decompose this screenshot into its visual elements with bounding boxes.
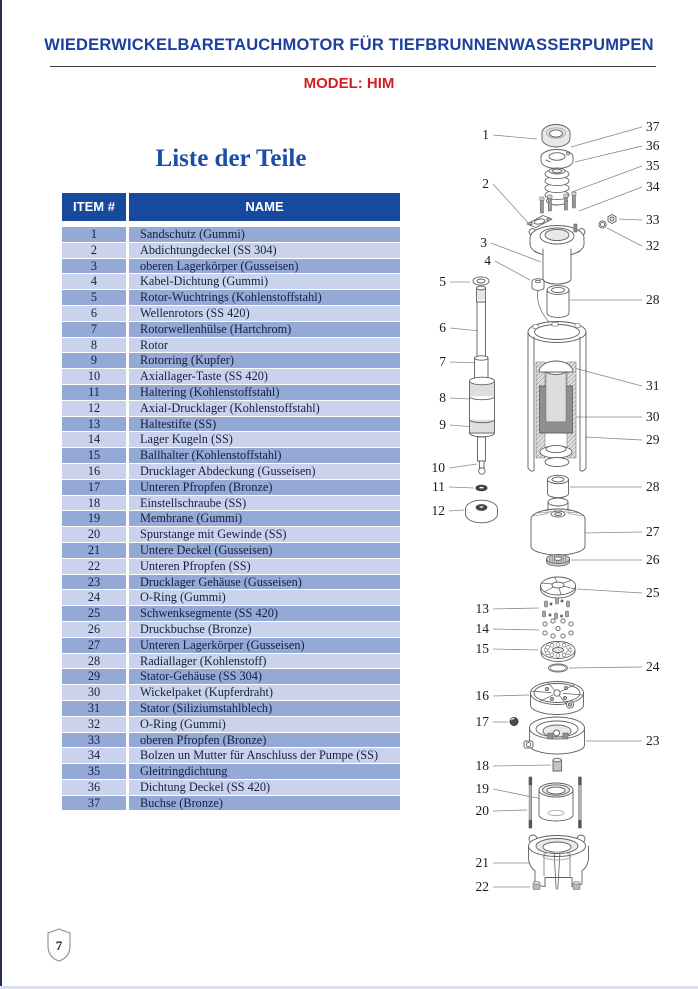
item-number-cell: 8 bbox=[62, 338, 126, 353]
table-row bbox=[62, 322, 400, 337]
part-seal-cover bbox=[541, 150, 573, 169]
table-row bbox=[62, 432, 400, 447]
part-retaining-pins bbox=[542, 598, 569, 619]
item-number-cell: 30 bbox=[62, 685, 126, 700]
item-number-cell: 17 bbox=[62, 480, 126, 495]
callout-14: 14 bbox=[475, 621, 489, 636]
parts-table bbox=[62, 193, 400, 811]
table-row bbox=[62, 685, 400, 700]
callout-16: 16 bbox=[475, 688, 489, 703]
callout-3: 3 bbox=[480, 235, 487, 250]
part-name-cell: oberen Pfropfen (Bronze) bbox=[129, 733, 400, 748]
table-row bbox=[62, 748, 400, 763]
leader-line bbox=[493, 695, 529, 696]
leader-line bbox=[585, 437, 642, 440]
part-name-cell: Gleitringdichtung bbox=[129, 764, 400, 779]
item-number-cell: 28 bbox=[62, 654, 126, 669]
table-row bbox=[62, 496, 400, 511]
callout-1: 1 bbox=[482, 127, 489, 142]
callout-25: 25 bbox=[646, 585, 660, 600]
leader-line bbox=[493, 184, 531, 226]
leader-line bbox=[574, 368, 642, 386]
part-bottom-cover bbox=[529, 835, 589, 889]
item-number-cell: 21 bbox=[62, 543, 126, 558]
part-name-cell: Kabel-Dichtung (Gummi) bbox=[129, 274, 400, 289]
part-name-cell: O-Ring (Gummi) bbox=[129, 717, 400, 732]
table-row bbox=[62, 511, 400, 526]
exploded-diagram bbox=[425, 108, 697, 930]
table-row bbox=[62, 259, 400, 274]
part-upper-bearing-housing bbox=[529, 224, 585, 284]
item-number-cell: 22 bbox=[62, 559, 126, 574]
item-number-cell: 27 bbox=[62, 638, 126, 653]
leader-line bbox=[607, 228, 642, 246]
table-row bbox=[62, 796, 400, 811]
column-header-name: NAME bbox=[129, 193, 400, 221]
item-number-cell: 31 bbox=[62, 701, 126, 716]
item-number-cell: 26 bbox=[62, 622, 126, 637]
part-name-cell: Druckbuchse (Bronze) bbox=[129, 622, 400, 637]
leader-line bbox=[572, 166, 642, 192]
leader-line bbox=[495, 261, 530, 280]
item-number-cell: 29 bbox=[62, 669, 126, 684]
leader-line bbox=[575, 146, 642, 162]
table-row bbox=[62, 780, 400, 795]
item-number-cell: 19 bbox=[62, 511, 126, 526]
part-thrust-disc bbox=[466, 500, 498, 523]
part-name-cell: Radiallager (Kohlenstoff) bbox=[129, 654, 400, 669]
callout-6: 6 bbox=[439, 320, 446, 335]
part-stator-housing bbox=[528, 322, 586, 472]
leader-line bbox=[571, 127, 642, 147]
part-o-ring-24 bbox=[549, 664, 568, 672]
callout-33: 33 bbox=[646, 212, 660, 227]
item-number-cell: 6 bbox=[62, 306, 126, 321]
item-number-cell: 23 bbox=[62, 575, 126, 590]
table-row bbox=[62, 527, 400, 542]
leader-line bbox=[450, 328, 480, 331]
part-name-cell: Abdichtungdeckel (SS 304) bbox=[129, 243, 400, 258]
callout-13: 13 bbox=[475, 601, 489, 616]
leader-line bbox=[493, 629, 539, 630]
part-name-cell: Rotor bbox=[129, 338, 400, 353]
part-rotor-body bbox=[470, 377, 495, 437]
callout-24: 24 bbox=[646, 659, 660, 674]
item-number-cell: 36 bbox=[62, 780, 126, 795]
table-row bbox=[62, 559, 400, 574]
callout-15: 15 bbox=[475, 641, 489, 656]
page-number-badge bbox=[46, 928, 72, 962]
part-name-cell: Sandschutz (Gummi) bbox=[129, 227, 400, 242]
leader-line bbox=[577, 589, 642, 593]
part-name-cell: Rotor-Wuchtrings (Kohlenstoffstahl) bbox=[129, 290, 400, 305]
part-name-cell: Untere Deckel (Gusseisen) bbox=[129, 543, 400, 558]
item-number-cell: 5 bbox=[62, 290, 126, 305]
part-name-cell: Haltering (Kohlenstoffstahl) bbox=[129, 385, 400, 400]
parts-table-body bbox=[62, 227, 400, 810]
table-row bbox=[62, 369, 400, 384]
part-balance-ring bbox=[473, 277, 489, 285]
item-number-cell: 7 bbox=[62, 322, 126, 337]
table-row bbox=[62, 353, 400, 368]
callout-19: 19 bbox=[475, 781, 489, 796]
part-name-cell: oberen Lagerkörper (Gusseisen) bbox=[129, 259, 400, 274]
callout-31: 31 bbox=[646, 378, 660, 393]
callout-18: 18 bbox=[475, 758, 489, 773]
part-radial-bearing-lower bbox=[548, 475, 569, 497]
page-number: 7 bbox=[55, 938, 63, 953]
part-radial-bearing-upper bbox=[547, 286, 569, 318]
table-row bbox=[62, 654, 400, 669]
item-number-cell: 14 bbox=[62, 432, 126, 447]
item-number-cell: 13 bbox=[62, 417, 126, 432]
table-row bbox=[62, 338, 400, 353]
leader-line bbox=[493, 810, 527, 811]
callout-28: 28 bbox=[646, 479, 660, 494]
leader-line bbox=[493, 649, 538, 650]
table-row bbox=[62, 464, 400, 479]
table-row bbox=[62, 401, 400, 416]
table-row bbox=[62, 590, 400, 605]
part-name-cell: Drucklager Abdeckung (Gusseisen) bbox=[129, 464, 400, 479]
part-thrust-bearing-housing bbox=[524, 717, 585, 754]
leader-line bbox=[579, 187, 642, 211]
item-number-cell: 4 bbox=[62, 274, 126, 289]
callout-37: 37 bbox=[646, 119, 660, 134]
part-name-cell: Wickelpaket (Kupferdraht) bbox=[129, 685, 400, 700]
table-row bbox=[62, 480, 400, 495]
item-number-cell: 32 bbox=[62, 717, 126, 732]
table-row bbox=[62, 733, 400, 748]
callout-34: 34 bbox=[646, 179, 660, 194]
part-lower-plug bbox=[510, 718, 518, 726]
callout-23: 23 bbox=[646, 733, 660, 748]
callout-4: 4 bbox=[484, 253, 491, 268]
part-name-cell: Spurstange mit Gewinde (SS) bbox=[129, 527, 400, 542]
part-name-cell: Einstellschraube (SS) bbox=[129, 496, 400, 511]
callout-11: 11 bbox=[432, 479, 445, 494]
model-label: MODEL: HIM bbox=[303, 75, 395, 92]
table-row bbox=[62, 290, 400, 305]
part-name-cell: Axial-Drucklager (Kohlenstoffstahl) bbox=[129, 401, 400, 416]
callout-26: 26 bbox=[646, 552, 660, 567]
part-name-cell: Stator-Gehäuse (SS 304) bbox=[129, 669, 400, 684]
part-thrust-bushing bbox=[547, 554, 570, 566]
part-lower-shaft-tip bbox=[478, 437, 486, 474]
callout-2: 2 bbox=[482, 176, 489, 191]
table-row bbox=[62, 717, 400, 732]
table-row bbox=[62, 638, 400, 653]
part-name-cell: Rotorwellenhülse (Hartchrom) bbox=[129, 322, 400, 337]
part-name-cell: Schwenksegmente (SS 420) bbox=[129, 606, 400, 621]
leader-line bbox=[449, 487, 474, 488]
item-number-cell: 20 bbox=[62, 527, 126, 542]
callout-17: 17 bbox=[475, 714, 489, 729]
part-ball-retainer bbox=[541, 642, 575, 662]
callout-28: 28 bbox=[646, 292, 660, 307]
item-number-cell: 25 bbox=[62, 606, 126, 621]
callout-35: 35 bbox=[646, 158, 660, 173]
item-number-cell: 18 bbox=[62, 496, 126, 511]
part-name-cell: O-Ring (Gummi) bbox=[129, 590, 400, 605]
callout-12: 12 bbox=[431, 503, 445, 518]
callout-27: 27 bbox=[646, 524, 660, 539]
page-title: WIEDERWICKELBARETAUCHMOTOR FÜR TIEFBRUNNENWASSERPUMPEN bbox=[44, 36, 654, 54]
part-upper-plug-and-oring bbox=[599, 215, 616, 229]
leader-line bbox=[584, 532, 642, 533]
table-row bbox=[62, 306, 400, 321]
table-row bbox=[62, 227, 400, 242]
item-number-cell: 35 bbox=[62, 764, 126, 779]
title-divider bbox=[50, 66, 656, 67]
part-name-cell: Stator (Siliziumstahlblech) bbox=[129, 701, 400, 716]
callout-5: 5 bbox=[439, 274, 446, 289]
part-adjusting-screw bbox=[553, 758, 562, 771]
part-name-cell: Rotorring (Kupfer) bbox=[129, 353, 400, 368]
item-number-cell: 34 bbox=[62, 748, 126, 763]
item-number-cell: 2 bbox=[62, 243, 126, 258]
part-name-cell: Dichtung Deckel (SS 420) bbox=[129, 780, 400, 795]
part-name-cell: Ballhalter (Kohlenstoffstahl) bbox=[129, 448, 400, 463]
table-row bbox=[62, 417, 400, 432]
table-row bbox=[62, 448, 400, 463]
page-left-edge bbox=[0, 0, 2, 989]
leader-line bbox=[493, 765, 551, 766]
part-name-cell: Wellenrotors (SS 420) bbox=[129, 306, 400, 321]
part-bearing-balls bbox=[543, 619, 573, 638]
callout-36: 36 bbox=[646, 138, 660, 153]
table-row bbox=[62, 243, 400, 258]
column-header-item: ITEM # bbox=[62, 193, 126, 221]
part-name-cell: Membrane (Gummi) bbox=[129, 511, 400, 526]
callout-22: 22 bbox=[475, 879, 489, 894]
leader-line bbox=[450, 398, 470, 399]
item-number-cell: 33 bbox=[62, 733, 126, 748]
table-row bbox=[62, 622, 400, 637]
part-name-cell: Unteren Pfropfen (SS) bbox=[129, 559, 400, 574]
item-number-cell: 16 bbox=[62, 464, 126, 479]
part-rotor-shaft bbox=[475, 286, 489, 380]
callout-21: 21 bbox=[475, 855, 489, 870]
callout-20: 20 bbox=[475, 803, 489, 818]
table-row bbox=[62, 575, 400, 590]
item-number-cell: 15 bbox=[62, 448, 126, 463]
part-name-cell: Drucklager Gehäuse (Gusseisen) bbox=[129, 575, 400, 590]
part-name-cell: Buchse (Bronze) bbox=[129, 796, 400, 811]
callout-32: 32 bbox=[646, 238, 660, 253]
leader-line bbox=[449, 464, 477, 468]
callout-29: 29 bbox=[646, 432, 660, 447]
leader-line bbox=[569, 667, 642, 668]
callout-10: 10 bbox=[431, 460, 445, 475]
part-thrust-bearing-cover bbox=[531, 682, 584, 715]
item-number-cell: 37 bbox=[62, 796, 126, 811]
item-number-cell: 3 bbox=[62, 259, 126, 274]
table-row bbox=[62, 274, 400, 289]
callout-30: 30 bbox=[646, 409, 660, 424]
callout-9: 9 bbox=[439, 417, 446, 432]
part-swivel-segments bbox=[541, 577, 576, 598]
item-number-cell: 11 bbox=[62, 385, 126, 400]
item-number-cell: 12 bbox=[62, 401, 126, 416]
part-cable-seal bbox=[532, 279, 549, 322]
part-membrane-cup bbox=[539, 783, 573, 821]
part-name-cell: Lager Kugeln (SS) bbox=[129, 432, 400, 447]
part-retaining-ring bbox=[476, 485, 487, 491]
table-row bbox=[62, 606, 400, 621]
part-name-cell: Unteren Lagerkörper (Gusseisen) bbox=[129, 638, 400, 653]
callout-8: 8 bbox=[439, 390, 446, 405]
table-row bbox=[62, 385, 400, 400]
table-row bbox=[62, 701, 400, 716]
table-row bbox=[62, 543, 400, 558]
part-name-cell: Haltestifte (SS) bbox=[129, 417, 400, 432]
item-number-cell: 10 bbox=[62, 369, 126, 384]
item-number-cell: 24 bbox=[62, 590, 126, 605]
item-number-cell: 1 bbox=[62, 227, 126, 242]
table-row bbox=[62, 669, 400, 684]
table-header-row bbox=[62, 193, 400, 221]
part-name-cell: Bolzen un Mutter für Anschluss der Pumpe (SS) bbox=[129, 748, 400, 763]
part-sand-guard-bushing bbox=[542, 125, 570, 148]
parts-list-title: Liste der Teile bbox=[155, 145, 307, 172]
leader-line bbox=[493, 135, 537, 139]
leader-line bbox=[619, 219, 642, 220]
leader-line bbox=[493, 608, 539, 609]
item-number-cell: 9 bbox=[62, 353, 126, 368]
part-lower-bearing-housing bbox=[531, 498, 585, 555]
part-name-cell: Axiallager-Taste (SS 420) bbox=[129, 369, 400, 384]
leader-line bbox=[449, 510, 464, 511]
table-row bbox=[62, 764, 400, 779]
callout-7: 7 bbox=[439, 354, 446, 369]
part-name-cell: Unteren Pfropfen (Bronze) bbox=[129, 480, 400, 495]
